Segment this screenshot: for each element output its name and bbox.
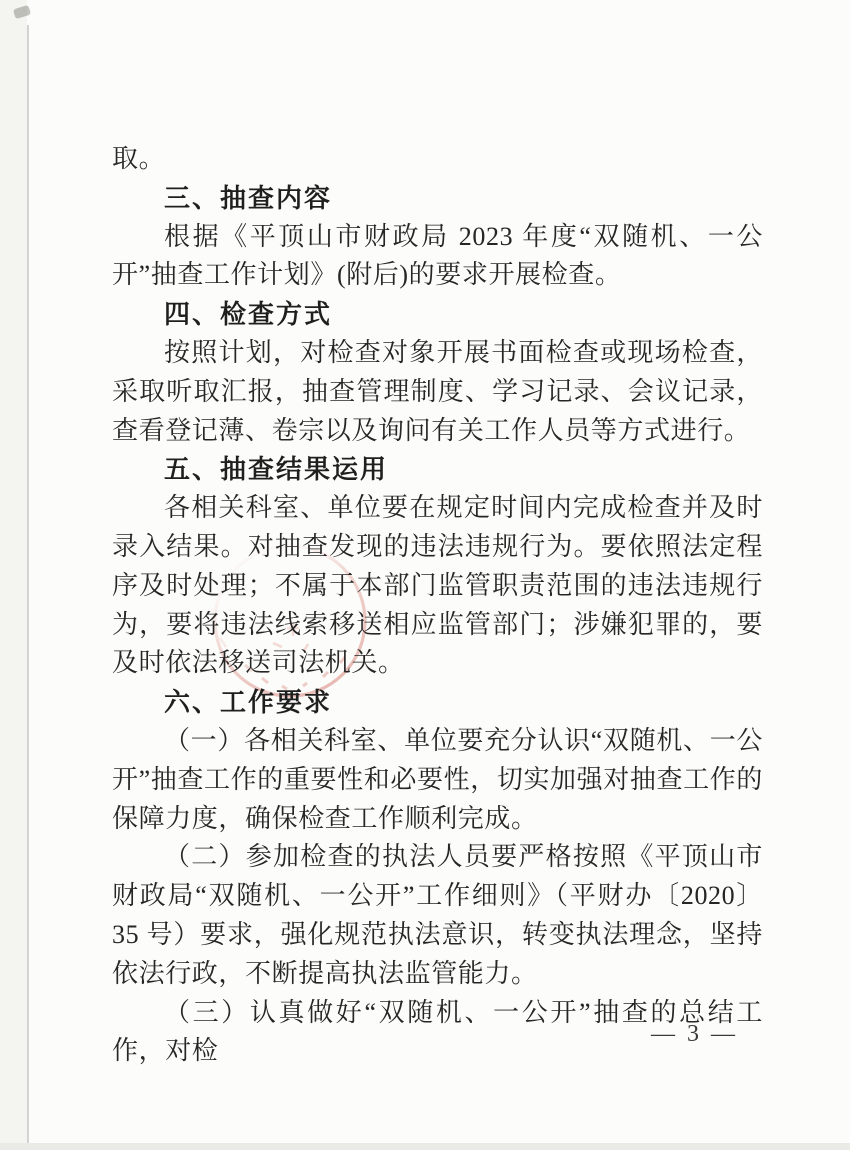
section-heading-5: 五、抽查结果运用	[164, 454, 389, 485]
section-heading-6: 六、工作要求	[164, 687, 333, 718]
paragraph-item-2: （二）参加检查的执法人员要严格按照《平顶山市财政局“双随机、一公开”工作细则》（平财办〔2020〕35 号）要求，强化规范执法意识，转变执法理念，坚持依法行政，不断提高执法监管能力。	[112, 842, 763, 988]
paragraph: 按照计划，对检查对象开展书面检查或现场检查，采取听取汇报，抽查管理制度、学习记录、会议记录，查看登记薄、卷宗以及询问有关工作人员等方式进行。	[112, 337, 763, 445]
scan-edge-bottom	[0, 1143, 850, 1150]
document-content	[112, 140, 763, 1071]
paragraph: 各相关科室、单位要在规定时间内完成检查并及时录入结果。对抽查发现的违法违规行为。要依照法定程序及时处理；不属于本部门监管职责范围的违法违规行为，要将违法线索移送相应监管部门；涉嫌犯罪的，要及时依法移送司法机关。	[112, 493, 763, 678]
scan-fold-line	[27, 25, 29, 1150]
paragraph-item-3: （三）认真做好“双随机、一公开”抽查的总结工作，对检	[112, 997, 763, 1066]
scan-edge-left	[0, 0, 27, 1150]
section-heading-3: 三、抽查内容	[164, 182, 333, 213]
section-heading-4: 四、检查方式	[164, 299, 333, 330]
paragraph: 根据《平顶山市财政局 2023 年度“双随机、一公开”抽查工作计划》(附后)的要求开展检查。	[112, 221, 763, 290]
paragraph-continuation: 取。	[112, 144, 166, 173]
paragraph-item-1: （一）各相关科室、单位要充分认识“双随机、一公开”抽查工作的重要性和必要性，切实加强对抽查工作的保障力度，确保检查工作顺利完成。	[112, 725, 763, 833]
page-number: — 3 —	[651, 1021, 738, 1047]
